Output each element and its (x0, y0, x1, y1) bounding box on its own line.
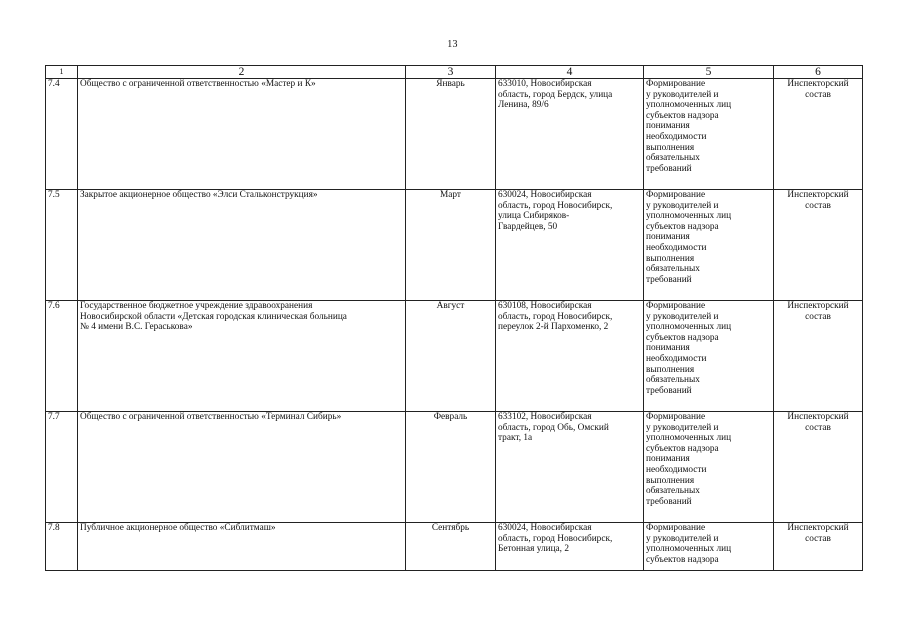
goal-line: понимания (646, 121, 690, 132)
row-number: 7.5 (46, 190, 78, 301)
row-number: 7.7 (46, 412, 78, 523)
goal-line: требований (646, 385, 692, 396)
goal-line: уполномоченных лиц (646, 433, 732, 444)
goal-line: необходимости (646, 464, 707, 475)
page-number: 13 (447, 39, 458, 50)
address-line: тракт, 1а (498, 433, 533, 444)
goal-line: требований (646, 163, 692, 174)
organization-name-line: Государственное бюджетное учреждение здравоохранения (80, 301, 313, 311)
responsible-line: состав (805, 533, 831, 544)
column-header-2: 2 (78, 66, 406, 79)
goal-line: субъектов надзора (646, 110, 719, 121)
organization-name (78, 412, 406, 523)
row-number: 7.4 (46, 79, 78, 190)
column-header-6: 6 (774, 66, 863, 79)
goal-line: у руководителей и (646, 311, 719, 322)
inspection-month: Сентябрь (406, 523, 496, 571)
event-goal (644, 190, 774, 301)
goal-line: выполнения (646, 253, 695, 264)
goal-line: уполномоченных лиц (646, 322, 732, 333)
organization-name (78, 190, 406, 301)
goal-line: выполнения (646, 475, 695, 486)
address-line: область, город Бердск, улица (498, 89, 613, 100)
goal-line: обязательных (646, 486, 700, 497)
address-line: улица Сибиряков- (498, 211, 570, 222)
address-line: область, город Новосибирск, (498, 533, 613, 544)
responsible-party (774, 523, 863, 571)
goal-line: у руководителей и (646, 422, 719, 433)
goal-line: субъектов надзора (646, 443, 719, 454)
goal-line: необходимости (646, 131, 707, 142)
organization-name-line: Общество с ограниченной ответственностью «Терминал Сибирь» (80, 412, 342, 422)
address-line: область, город Новосибирск, (498, 200, 613, 211)
table-row (46, 79, 863, 190)
inspection-month: Август (406, 301, 496, 412)
responsible-party (774, 190, 863, 301)
goal-line: выполнения (646, 364, 695, 375)
table-header-row (46, 66, 863, 79)
event-goal (644, 301, 774, 412)
address-line: область, город Новосибирск, (498, 311, 613, 322)
responsible-line: Инспекторский (787, 523, 849, 533)
goal-line: обязательных (646, 375, 700, 386)
goal-line: обязательных (646, 264, 700, 275)
address-line: область, город Обь, Омский (498, 422, 609, 433)
inspection-month: Январь (406, 79, 496, 190)
event-goal (644, 79, 774, 190)
goal-line: понимания (646, 232, 690, 243)
responsible-line: Инспекторский (787, 412, 849, 422)
organization-name (78, 301, 406, 412)
goal-line: субъектов надзора (646, 332, 719, 343)
inspection-month: Март (406, 190, 496, 301)
responsible-line: состав (805, 200, 831, 211)
organization-address (496, 79, 644, 190)
column-header-4: 4 (496, 66, 644, 79)
organization-name (78, 523, 406, 571)
goal-line: субъектов надзора (646, 221, 719, 232)
organization-name-line: Закрытое акционерное общество «Элси Стальконструкция» (80, 190, 318, 200)
goal-line: Формирование (646, 190, 706, 200)
column-header-5: 5 (644, 66, 774, 79)
table-row (46, 190, 863, 301)
goal-line: уполномоченных лиц (646, 211, 732, 222)
responsible-line: Инспекторский (787, 301, 849, 311)
inspection-month: Февраль (406, 412, 496, 523)
event-goal (644, 412, 774, 523)
inspection-plan-table (45, 65, 863, 571)
organization-name-line: Новосибирской области «Детская городская клиническая больница (80, 311, 347, 322)
goal-line: субъектов надзора (646, 554, 719, 565)
responsible-line: состав (805, 89, 831, 100)
table-body (46, 79, 863, 571)
responsible-line: состав (805, 422, 831, 433)
organization-name-line: № 4 имени В.С. Гераськова» (80, 322, 193, 333)
organization-name (78, 79, 406, 190)
table-row (46, 523, 863, 571)
goal-line: уполномоченных лиц (646, 544, 732, 555)
row-number: 7.8 (46, 523, 78, 571)
goal-line: требований (646, 496, 692, 507)
address-line: 630024, Новосибирская (498, 190, 592, 200)
goal-line: понимания (646, 454, 690, 465)
responsible-party (774, 412, 863, 523)
organization-address (496, 190, 644, 301)
address-line: переулок 2-й Пархоменко, 2 (498, 322, 609, 333)
responsible-party (774, 301, 863, 412)
address-line: 633010, Новосибирская (498, 79, 592, 89)
goal-line: обязательных (646, 153, 700, 164)
row-number: 7.6 (46, 301, 78, 412)
goal-line: уполномоченных лиц (646, 100, 732, 111)
address-line: 633102, Новосибирская (498, 412, 592, 422)
goal-line: у руководителей и (646, 89, 719, 100)
event-goal (644, 523, 774, 571)
address-line: Бетонная улица, 2 (498, 544, 569, 555)
goal-line: Формирование (646, 412, 706, 422)
goal-line: Формирование (646, 523, 706, 533)
goal-line: у руководителей и (646, 533, 719, 544)
goal-line: требований (646, 274, 692, 285)
goal-line: выполнения (646, 142, 695, 153)
goal-line: необходимости (646, 353, 707, 364)
responsible-line: Инспекторский (787, 190, 849, 200)
table-row (46, 412, 863, 523)
goal-line: у руководителей и (646, 200, 719, 211)
goal-line: Формирование (646, 79, 706, 89)
address-line: 630024, Новосибирская (498, 523, 592, 533)
table-row (46, 301, 863, 412)
organization-address (496, 523, 644, 571)
organization-address (496, 412, 644, 523)
column-header-3: 3 (406, 66, 496, 79)
organization-name-line: Общество с ограниченной ответственностью «Мастер и К» (80, 79, 316, 89)
responsible-line: состав (805, 311, 831, 322)
address-line: 630108, Новосибирская (498, 301, 592, 311)
organization-name-line: Публичное акционерное общество «Сиблитмаш» (80, 523, 276, 533)
address-line: Гвардейцев, 50 (498, 221, 558, 232)
goal-line: понимания (646, 343, 690, 354)
column-header-1: 1 (46, 66, 78, 79)
goal-line: Формирование (646, 301, 706, 311)
goal-line: необходимости (646, 242, 707, 253)
responsible-party (774, 79, 863, 190)
responsible-line: Инспекторский (787, 79, 849, 89)
organization-address (496, 301, 644, 412)
address-line: Ленина, 89/6 (498, 100, 549, 111)
